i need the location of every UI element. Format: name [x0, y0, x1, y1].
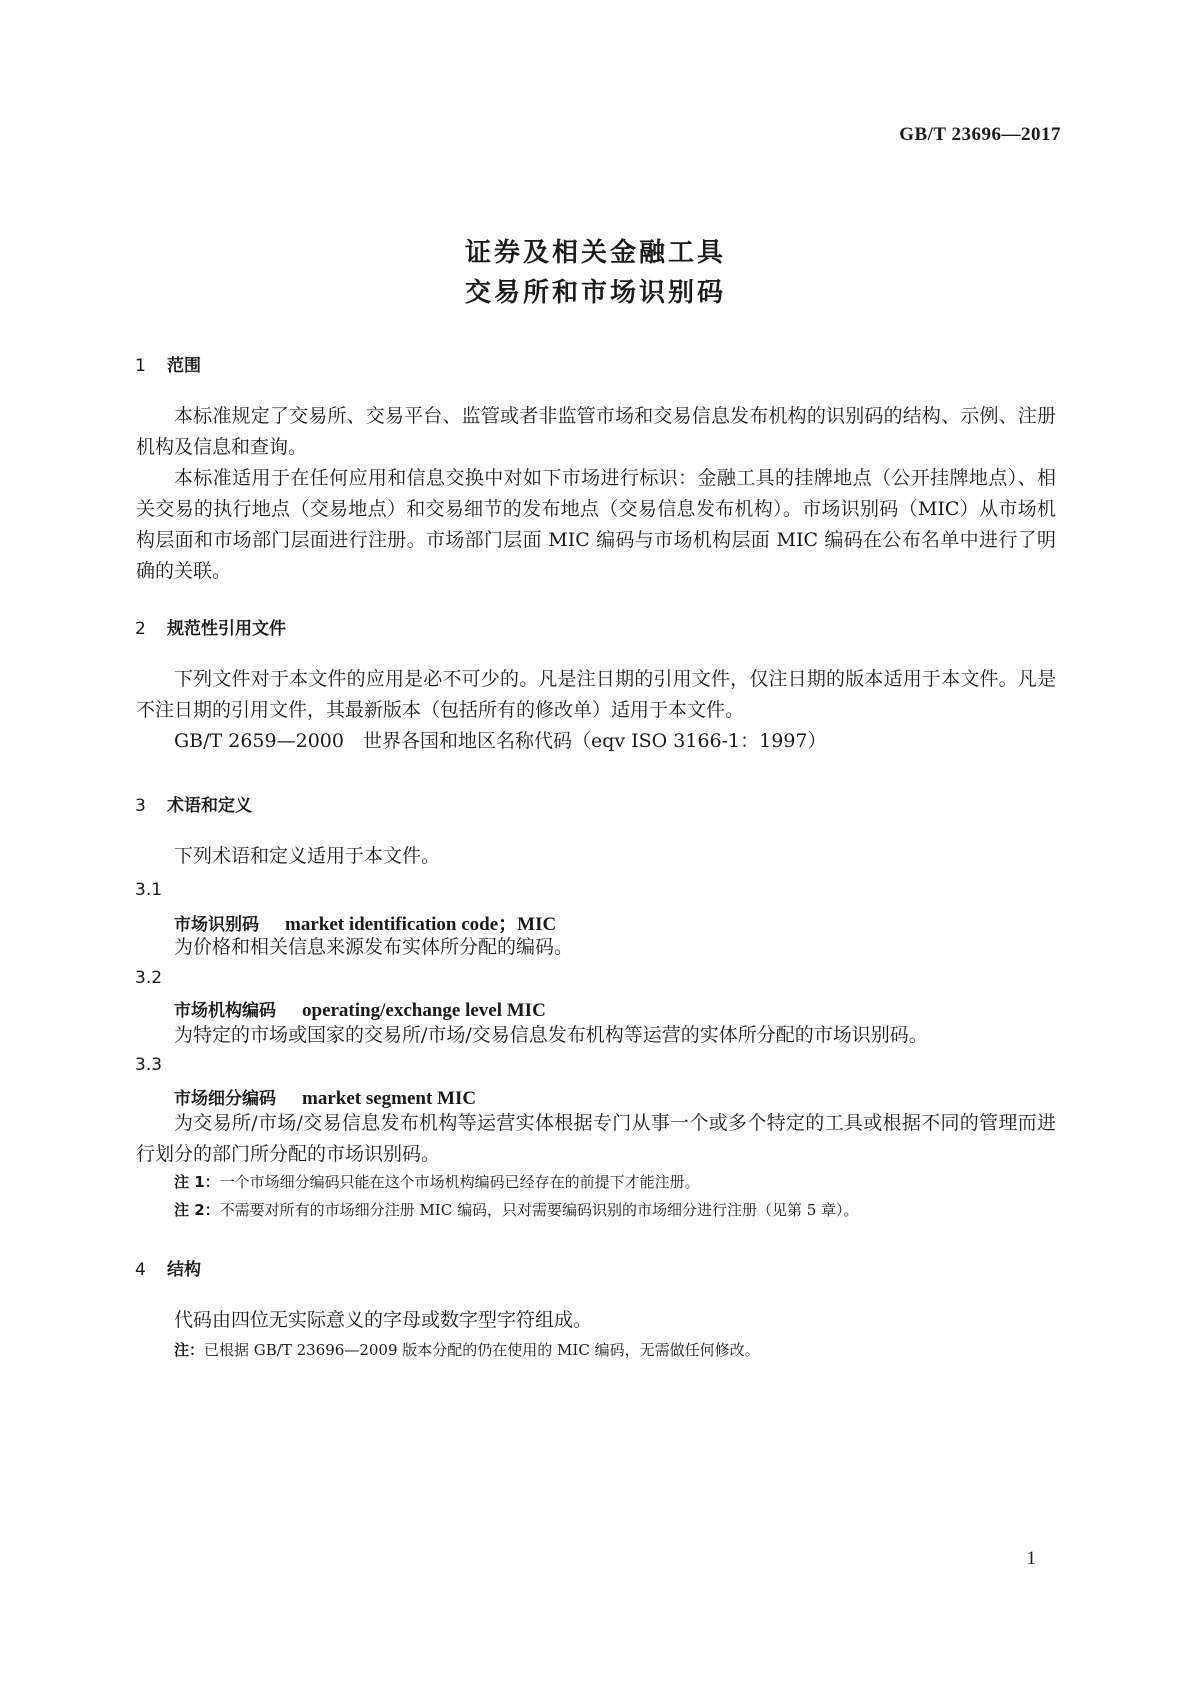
term-3-1-definition: 为价格和相关信息来源发布实体所分配的编码。: [174, 936, 574, 958]
section-1-title: 范围: [167, 356, 201, 376]
section-1-number: 1: [135, 356, 146, 376]
term-3-2-number: 3.2: [135, 968, 163, 988]
term-3-1-chinese: 市场识别码: [174, 915, 259, 935]
section-4-note: [174, 1338, 760, 1362]
section-2-heading: [135, 614, 286, 639]
section-2-title: 规范性引用文件: [167, 619, 286, 639]
note-2-label: 注 2：: [174, 1201, 220, 1219]
term-3-3-title: [174, 1084, 476, 1110]
term-3-2-definition: 为特定的市场或国家的交易所/市场/交易信息发布机构等运营的实体所分配的市场识别码。: [174, 1024, 928, 1046]
note-1-text: 一个市场细分编码只能在这个市场机构编码已经存在的前提下才能注册。: [219, 1173, 700, 1191]
section-1-paragraph-2: 本标准适用于在任何应用和信息交换中对如下市场进行标识：金融工具的挂牌地点（公开挂牌地点）、相关交易的执行地点（交易地点）和交易细节的发布地点（交易信息发布机构）。市场识别码（MIC）从市场机构层面和市场部门层面进行注册。市场部门层面 MIC 编码与市场机构层面 MIC 编码在公布名单中进行了明确的关联。: [136, 467, 1056, 582]
section-4-heading: [135, 1255, 201, 1280]
term-3-2-chinese: 市场机构编码: [174, 1001, 276, 1021]
section-4-title: 结构: [167, 1260, 201, 1280]
section-2-number: 2: [135, 619, 146, 639]
term-3-3-number: 3.3: [135, 1055, 163, 1075]
section-3-title: 术语和定义: [167, 796, 252, 816]
normative-reference: GB/T 2659—2000 世界各国和地区名称代码（eqv ISO 3166-1：1997）: [174, 730, 827, 752]
section-1-heading: [135, 351, 201, 376]
note-1-label: 注 1：: [174, 1173, 220, 1191]
note-2-text: 不需要对所有的市场细分注册 MIC 编码，只对需要编码识别的市场细分进行注册（见第 5 章）。: [219, 1201, 859, 1219]
standard-number: GB/T 23696—2017: [899, 124, 1061, 145]
section-3-number: 3: [135, 796, 146, 816]
section-3-heading: [135, 791, 252, 816]
term-3-2-title: [174, 996, 546, 1022]
section-1-paragraph-1: 本标准规定了交易所、交易平台、监管或者非监管市场和交易信息发布机构的识别码的结构、示例、注册机构及信息和查询。: [136, 405, 1056, 458]
document-title-line1: 证券及相关金融工具: [464, 238, 726, 268]
section-4-paragraph-1: 代码由四位无实际意义的字母或数字型字符组成。: [174, 1309, 593, 1331]
term-3-3-english: market segment MIC: [302, 1088, 477, 1109]
term-3-3-chinese: 市场细分编码: [174, 1089, 276, 1109]
section-4-note-label: 注：: [174, 1341, 205, 1359]
term-3-3-definition: 为交易所/市场/交易信息发布机构等运营实体根据专门从事一个或多个特定的工具或根据不同的管理而进行划分的部门所分配的市场识别码。: [136, 1112, 1056, 1165]
term-3-2-english: operating/exchange level MIC: [302, 1000, 546, 1021]
note-2: [174, 1198, 859, 1222]
note-1: [174, 1170, 700, 1194]
page-number: 1: [1026, 1548, 1036, 1569]
section-2-paragraph-1: 下列文件对于本文件的应用是必不可少的。凡是注日期的引用文件，仅注日期的版本适用于本文件。凡是不注日期的引用文件，其最新版本（包括所有的修改单）适用于本文件。: [136, 668, 1056, 721]
document-title-line2: 交易所和市场识别码: [464, 278, 726, 308]
section-4-number: 4: [135, 1260, 146, 1280]
section-4-note-text: 已根据 GB/T 23696—2009 版本分配的仍在使用的 MIC 编码，无需做任何修改。: [204, 1341, 760, 1359]
term-3-1-english: market identification code；MIC: [285, 914, 557, 935]
section-3-intro: 下列术语和定义适用于本文件。: [174, 845, 441, 867]
term-3-1-number: 3.1: [135, 880, 163, 900]
